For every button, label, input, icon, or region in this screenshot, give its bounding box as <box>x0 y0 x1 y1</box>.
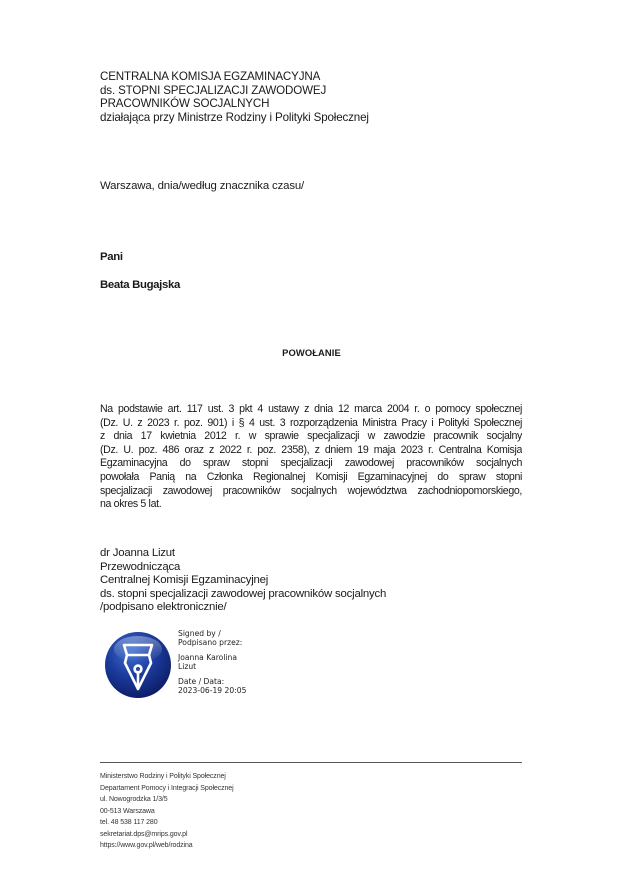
footer-website[interactable]: https://www.gov.pl/web/rodzina <box>100 842 193 849</box>
body-line: (Dz. U. poz. 486 oraz z 2022 r. poz. 2358), z dniem 19 maja 2023 r. Centralna Komisja <box>100 443 522 456</box>
issuer-affiliation: działająca przy Ministrze Rodziny i Polityki Społecznej <box>100 110 369 124</box>
footer-email[interactable]: sekretariat.dps@mrips.gov.pl <box>100 830 188 838</box>
signer-name-line-2: Lizut <box>178 661 197 671</box>
footer-contact <box>100 771 234 852</box>
signed-by-label: Signed by / <box>178 629 221 638</box>
recipient-name: Beata Bugajska <box>100 279 180 291</box>
recipient-salutation: Pani <box>100 251 123 263</box>
body-line: Na podstawie art. 117 ust. 3 pkt 4 ustawy z dnia 12 marca 2004 r. o pomocy społecznej <box>100 403 522 415</box>
footer-phone: tel. 48 538 117 280 <box>100 819 158 826</box>
body-line: z dnia 17 kwietnia 2012 r. w sprawie specjalizacji w zawodzie pracownik socjalny <box>100 430 522 443</box>
electronic-signature-info <box>178 630 246 696</box>
place-and-date: Warszawa, dnia/według znacznika czasu/ <box>100 180 305 192</box>
signatory-body-1: Centralnej Komisji Egzaminacyjnej <box>100 574 269 587</box>
footer-street: ul. Nowogrodzka 1/3/5 <box>100 796 168 803</box>
footer-ministry: Ministerstwo Rodziny i Polityki Społecznej <box>100 773 226 780</box>
body-line: na okres 5 lat. <box>100 498 162 511</box>
body-line: (Dz. U. z 2023 r. poz. 901) i § 4 ust. 3 rozporządzenia Ministra Pracy i Polityki Społecznej <box>100 416 522 429</box>
footer-department: Departament Pomocy i Integracji Społecznej <box>100 784 234 792</box>
fountain-pen-nib-icon <box>104 631 172 699</box>
signatory-block <box>100 547 386 615</box>
signature-note: /podpisano elektronicznie/ <box>100 601 227 614</box>
signature-timestamp: 2023-06-19 20:05 <box>178 685 247 695</box>
signer-name-line-1: Joanna Karolina <box>178 653 238 663</box>
footer-city: 00-513 Warszawa <box>100 807 155 815</box>
document-title: POWOŁANIE <box>282 347 341 358</box>
appointment-body <box>100 403 522 512</box>
issuer-header <box>100 70 369 124</box>
body-line: Egzaminacyjna do spraw stopni specjalizacji zawodowej pracowników socjalnych <box>100 457 522 470</box>
body-line: powołała Panią na Członka Regionalnej Komisji Egzaminacyjnej do spraw stopni <box>100 470 522 483</box>
issuer-name-line-2: ds. STOPNI SPECJALIZACJI ZAWODOWEJ <box>100 83 327 97</box>
issuer-name-line-1: CENTRALNA KOMISJA EGZAMINACYJNA <box>100 70 321 83</box>
signatory-role: Przewodnicząca <box>100 560 181 573</box>
body-line: specjalizacji zawodowej pracowników socjalnych województwa zachodniopomorskiego, <box>100 484 522 497</box>
signed-by-label-pl: Podpisano przez: <box>178 637 243 647</box>
signatory-name: dr Joanna Lizut <box>100 547 175 559</box>
signatory-body-2: ds. stopni specjalizacji zawodowej pracowników socjalnych <box>100 587 387 600</box>
date-label: Date / Data: <box>178 677 225 687</box>
footer-divider <box>100 762 522 763</box>
issuer-name-line-3: PRACOWNIKÓW SOCJALNYCH <box>100 97 270 111</box>
